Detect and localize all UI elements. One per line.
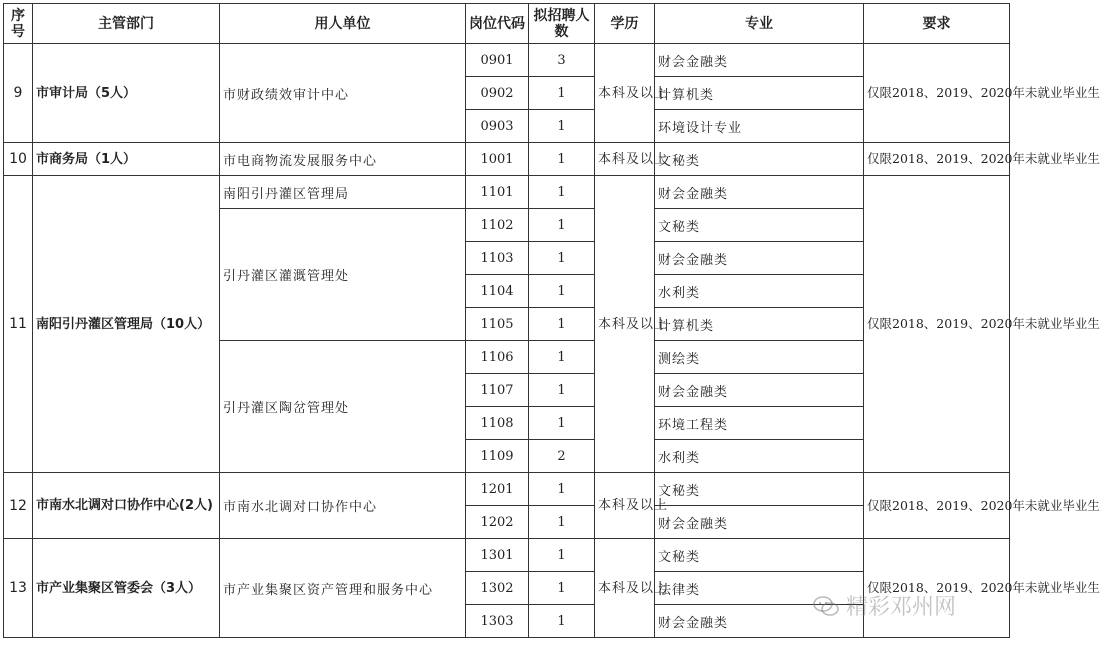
count-cell: 1 bbox=[529, 143, 595, 176]
count-cell: 1 bbox=[529, 77, 595, 110]
header-req: 要求 bbox=[864, 4, 1010, 44]
unit-cell: 市财政绩效审计中心 bbox=[220, 44, 466, 143]
major-cell: 财会金融类 bbox=[655, 506, 864, 539]
count-cell: 1 bbox=[529, 308, 595, 341]
count-cell: 1 bbox=[529, 176, 595, 209]
count-cell: 1 bbox=[529, 407, 595, 440]
req-cell: 仅限2018、2019、2020年未就业毕业生 bbox=[864, 143, 1010, 176]
code-cell: 1202 bbox=[466, 506, 529, 539]
code-cell: 1303 bbox=[466, 605, 529, 638]
watermark-text: 精彩邓州网 bbox=[846, 595, 957, 620]
code-cell: 0903 bbox=[466, 110, 529, 143]
code-cell: 1102 bbox=[466, 209, 529, 242]
major-cell: 法律类 bbox=[655, 572, 864, 605]
table-row bbox=[4, 539, 1010, 572]
code-cell: 1109 bbox=[466, 440, 529, 473]
count-cell: 1 bbox=[529, 341, 595, 374]
edu-cell: 本科及以上 bbox=[595, 44, 655, 143]
major-cell: 财会金融类 bbox=[655, 44, 864, 77]
header-major: 专业 bbox=[655, 4, 864, 44]
count-cell: 1 bbox=[529, 110, 595, 143]
edu-cell: 本科及以上 bbox=[595, 473, 655, 539]
major-cell: 计算机类 bbox=[655, 77, 864, 110]
unit-cell: 南阳引丹灌区管理局 bbox=[220, 176, 466, 209]
header-dept: 主管部门 bbox=[33, 4, 220, 44]
major-cell: 环境工程类 bbox=[655, 407, 864, 440]
code-cell: 1105 bbox=[466, 308, 529, 341]
major-cell: 环境设计专业 bbox=[655, 110, 864, 143]
seq-cell: 12 bbox=[4, 473, 33, 539]
major-cell: 财会金融类 bbox=[655, 176, 864, 209]
req-cell: 仅限2018、2019、2020年未就业毕业生 bbox=[864, 539, 1010, 638]
seq-cell: 9 bbox=[4, 44, 33, 143]
seq-cell: 11 bbox=[4, 176, 33, 473]
major-cell: 文秘类 bbox=[655, 209, 864, 242]
major-cell: 文秘类 bbox=[655, 539, 864, 572]
header-seq: 序号 bbox=[4, 4, 33, 44]
unit-cell: 市产业集聚区资产管理和服务中心 bbox=[220, 539, 466, 638]
major-cell: 水利类 bbox=[655, 440, 864, 473]
count-cell: 1 bbox=[529, 242, 595, 275]
header-count: 拟招聘人数 bbox=[529, 4, 595, 44]
table-row bbox=[4, 176, 1010, 209]
code-cell: 0901 bbox=[466, 44, 529, 77]
code-cell: 1106 bbox=[466, 341, 529, 374]
dept-cell: 市南水北调对口协作中心(2人) bbox=[33, 473, 220, 539]
count-cell: 2 bbox=[529, 440, 595, 473]
header-code: 岗位代码 bbox=[466, 4, 529, 44]
major-cell: 文秘类 bbox=[655, 143, 864, 176]
count-cell: 3 bbox=[529, 44, 595, 77]
major-cell: 文秘类 bbox=[655, 473, 864, 506]
unit-cell: 引丹灌区灌溉管理处 bbox=[220, 209, 466, 341]
header-edu: 学历 bbox=[595, 4, 655, 44]
edu-cell: 本科及以上 bbox=[595, 539, 655, 638]
header-row bbox=[4, 4, 1010, 44]
code-cell: 1001 bbox=[466, 143, 529, 176]
count-cell: 1 bbox=[529, 506, 595, 539]
edu-cell: 本科及以上 bbox=[595, 143, 655, 176]
major-cell: 计算机类 bbox=[655, 308, 864, 341]
edu-cell: 本科及以上 bbox=[595, 176, 655, 473]
seq-cell: 10 bbox=[4, 143, 33, 176]
major-cell: 财会金融类 bbox=[655, 605, 864, 638]
unit-cell: 市南水北调对口协作中心 bbox=[220, 473, 466, 539]
code-cell: 1301 bbox=[466, 539, 529, 572]
seq-cell: 13 bbox=[4, 539, 33, 638]
table-row bbox=[4, 143, 1010, 176]
table-body bbox=[4, 44, 1100, 638]
code-cell: 1103 bbox=[466, 242, 529, 275]
major-cell: 测绘类 bbox=[655, 341, 864, 374]
dept-cell: 市审计局（5人） bbox=[33, 44, 220, 143]
req-cell: 仅限2018、2019、2020年未就业毕业生 bbox=[864, 44, 1010, 143]
count-cell: 1 bbox=[529, 539, 595, 572]
code-cell: 1302 bbox=[466, 572, 529, 605]
count-cell: 1 bbox=[529, 374, 595, 407]
code-cell: 1201 bbox=[466, 473, 529, 506]
unit-cell: 引丹灌区陶岔管理处 bbox=[220, 341, 466, 473]
count-cell: 1 bbox=[529, 605, 595, 638]
code-cell: 1104 bbox=[466, 275, 529, 308]
count-cell: 1 bbox=[529, 572, 595, 605]
count-cell: 1 bbox=[529, 275, 595, 308]
dept-cell: 市商务局（1人） bbox=[33, 143, 220, 176]
code-cell: 0902 bbox=[466, 77, 529, 110]
recruitment-table bbox=[3, 3, 1100, 638]
header-unit: 用人单位 bbox=[220, 4, 466, 44]
count-cell: 1 bbox=[529, 473, 595, 506]
major-cell: 财会金融类 bbox=[655, 374, 864, 407]
major-cell: 水利类 bbox=[655, 275, 864, 308]
table-row bbox=[4, 473, 1010, 506]
code-cell: 1108 bbox=[466, 407, 529, 440]
count-cell: 1 bbox=[529, 209, 595, 242]
table-row bbox=[4, 44, 1010, 77]
unit-cell: 市电商物流发展服务中心 bbox=[220, 143, 466, 176]
req-cell: 仅限2018、2019、2020年未就业毕业生 bbox=[864, 176, 1010, 473]
major-cell: 财会金融类 bbox=[655, 242, 864, 275]
code-cell: 1107 bbox=[466, 374, 529, 407]
dept-cell: 市产业集聚区管委会（3人） bbox=[33, 539, 220, 638]
code-cell: 1101 bbox=[466, 176, 529, 209]
dept-cell: 南阳引丹灌区管理局（10人） bbox=[33, 176, 220, 473]
req-cell: 仅限2018、2019、2020年未就业毕业生 bbox=[864, 473, 1010, 539]
